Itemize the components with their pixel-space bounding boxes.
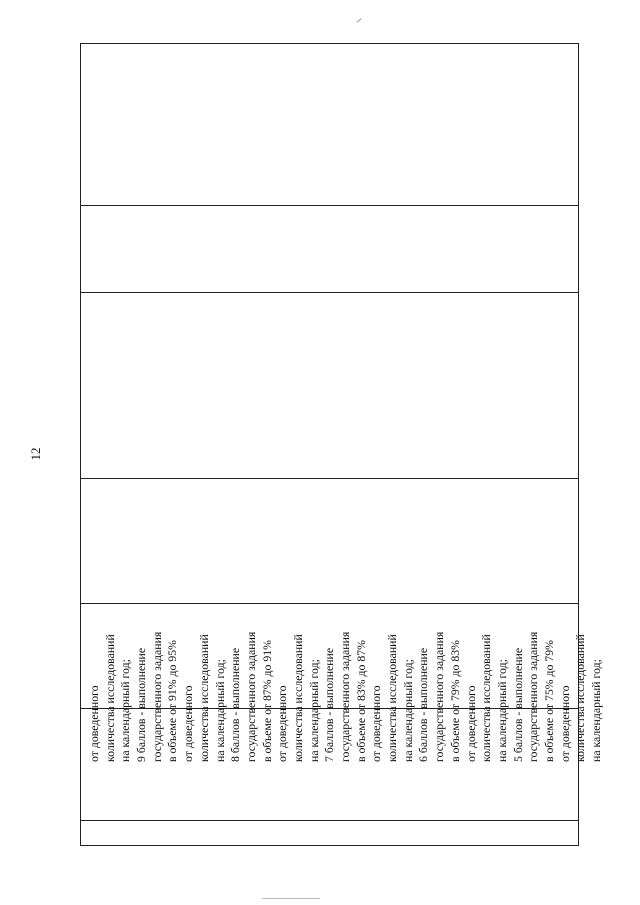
criteria-line: в объеме от 87% до 91% <box>259 639 274 762</box>
criteria-line: количества исследований <box>385 634 400 762</box>
table-cell-criteria <box>87 292 605 762</box>
criteria-line: от доведенного <box>275 685 290 762</box>
criteria-line: на календарный год; <box>306 659 321 762</box>
criteria-line: на календарный год; <box>494 659 509 762</box>
criteria-line: на календарный год; <box>400 659 415 762</box>
criteria-line: от доведенного <box>557 685 572 762</box>
criteria-line: в объеме от 79% до 83% <box>447 639 462 762</box>
criteria-line: 9 баллов - выполнение <box>134 647 149 762</box>
row-divider <box>81 820 578 821</box>
criteria-line: в объеме от 75% до 79% <box>541 639 556 762</box>
criteria-line: государственного задания <box>432 631 447 762</box>
scan-artifact-bottom <box>262 898 320 899</box>
criteria-line: государственного задания <box>338 631 352 762</box>
criteria-line: количества исследований <box>479 634 494 762</box>
criteria-line: государственного задания <box>243 631 258 762</box>
criteria-line: на календарный год; <box>589 659 603 762</box>
page-number: 12 <box>28 447 43 461</box>
criteria-line: в объеме от 83% до 87% <box>353 639 368 762</box>
scan-artifact <box>356 18 361 23</box>
criteria-line: государственного задания <box>526 631 541 762</box>
criteria-line: количества исследований <box>196 634 211 762</box>
row-divider <box>81 205 578 206</box>
criteria-line: 6 баллов - выполнение <box>416 647 431 762</box>
criteria-line: в объеме от 91% до 95% <box>165 639 180 762</box>
criteria-line: от доведенного <box>87 685 101 762</box>
criteria-line: от доведенного <box>463 685 478 762</box>
criteria-text <box>87 292 605 762</box>
criteria-line: 7 баллов - выполнение <box>322 647 337 762</box>
criteria-line: на календарный год; <box>118 659 133 762</box>
criteria-line: количества исследований <box>573 634 588 762</box>
criteria-line: 8 баллов - выполнение <box>228 647 243 762</box>
criteria-line: на календарный год; <box>212 659 227 762</box>
criteria-line: 5 баллов - выполнение <box>510 647 525 762</box>
criteria-line: количества исследований <box>102 634 117 762</box>
criteria-line: от доведенного <box>181 685 196 762</box>
criteria-line: государственного задания <box>149 631 164 762</box>
criteria-line: количества исследований <box>290 634 305 762</box>
criteria-line: от доведенного <box>369 685 384 762</box>
